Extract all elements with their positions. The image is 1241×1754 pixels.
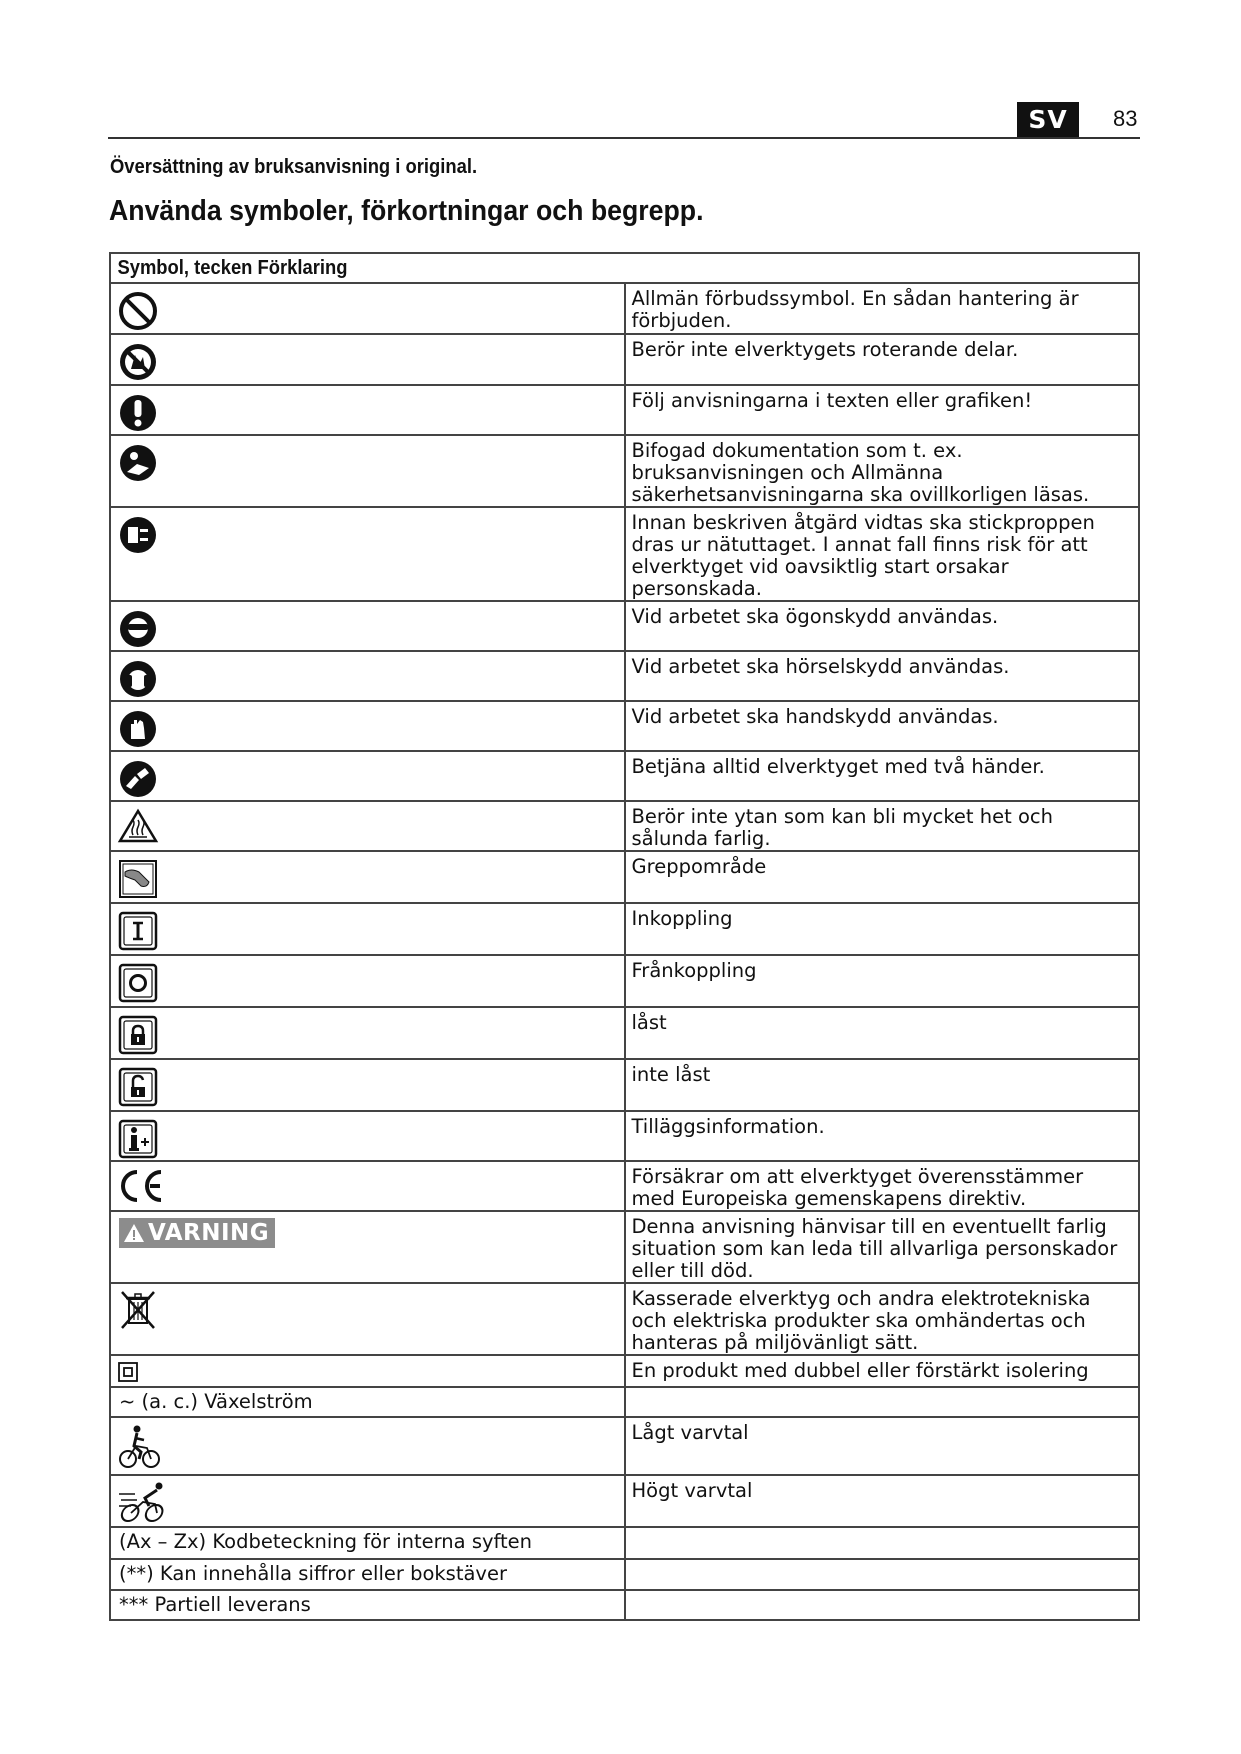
row-description: Vid arbetet ska ögonskydd användas.	[631, 605, 999, 628]
two-hands-icon	[117, 758, 159, 800]
info-icon	[117, 1118, 159, 1160]
table-row	[110, 903, 1139, 955]
row-description: Allmän förbudssymbol. En sådan hantering är förbjuden.	[631, 287, 1079, 332]
abbreviation-text: (**) Kan innehålla siffror eller bokstäver	[119, 1562, 507, 1585]
locked-icon	[117, 1014, 159, 1056]
read-manual-icon	[117, 442, 159, 484]
row-description: Vid arbetet ska hörselskydd användas.	[631, 655, 1010, 678]
row-description: Följ anvisningarna i texten eller grafiken!	[631, 389, 1033, 412]
grip-area-icon	[117, 858, 159, 900]
weee-bin-icon	[117, 1288, 159, 1330]
high-speed-icon	[117, 1480, 173, 1524]
table-row	[110, 435, 1139, 507]
row-description: Försäkrar om att elverktyget överensstämmer med Europeiska gemenskapens direktiv.	[631, 1165, 1084, 1210]
row-description: Bifogad dokumentation som t. ex. bruksanvisningen och Allmänna säkerhetsanvisningarna ska ovillkorligen läsas.	[631, 439, 1090, 506]
exclamation-icon	[117, 392, 159, 434]
prohibition-icon	[117, 290, 159, 332]
table-header-text: Symbol, tecken Förklaring	[117, 257, 348, 279]
row-description: Greppområde	[631, 855, 767, 878]
table-row	[110, 601, 1139, 651]
table-row	[110, 851, 1139, 903]
document-subtitle: Översättning av bruksanvisning i original.	[110, 156, 478, 178]
unlocked-icon	[117, 1066, 159, 1108]
row-description: Berör inte ytan som kan bli mycket het och sålunda farlig.	[631, 805, 1053, 850]
table-row	[110, 1211, 1139, 1283]
abbreviation-text: *** Partiell leverans	[119, 1593, 311, 1616]
table-row	[110, 283, 1139, 334]
ce-mark-icon	[117, 1168, 167, 1204]
table-row	[110, 1475, 1139, 1527]
unplug-icon	[117, 514, 159, 556]
table-row	[110, 955, 1139, 1007]
table-row	[110, 334, 1139, 385]
table-row	[110, 1283, 1139, 1355]
table-header-row	[110, 253, 1139, 283]
abbreviation-text: (Ax – Zx) Kodbeteckning för interna syften	[119, 1530, 533, 1553]
switch-on-icon	[117, 910, 159, 952]
table-header-cell	[110, 253, 1139, 283]
row-description	[632, 1388, 1139, 1392]
row-description: Frånkoppling	[631, 959, 757, 982]
table-row	[110, 1559, 1139, 1590]
table-row	[110, 651, 1139, 701]
row-description: Betjäna alltid elverktyget med två händer.	[631, 755, 1045, 778]
row-description: Inkoppling	[631, 907, 733, 930]
row-description: Kasserade elverktyg och andra elektrotekniska och elektriska produkter ska omhändertas och hanteras på miljövänligt sätt.	[631, 1287, 1091, 1354]
hearing-protection-icon	[117, 658, 159, 700]
table-row	[110, 1387, 1139, 1417]
eye-protection-icon	[117, 608, 159, 650]
ac-symbol-text: ~ (a. c.) Växelström	[119, 1390, 313, 1413]
low-speed-icon	[117, 1424, 163, 1470]
table-row	[110, 507, 1139, 601]
page-number: 83	[1113, 106, 1138, 131]
hand-protection-icon	[117, 708, 159, 750]
table-row	[110, 1111, 1139, 1161]
table-row	[110, 1059, 1139, 1111]
header-rule	[108, 137, 1140, 139]
row-description: Vid arbetet ska handskydd användas.	[631, 705, 999, 728]
double-insulation-icon	[117, 1361, 139, 1383]
row-description: Innan beskriven åtgärd vidtas ska stickproppen dras ur nätuttaget. I annat fall finns risk för att elverktyget vid oavsiktlig start orsakar personskada.	[631, 511, 1095, 600]
row-description: Högt varvtal	[631, 1479, 753, 1502]
warning-label	[119, 1218, 275, 1248]
row-description: Berör inte elverktygets roterande delar.	[631, 338, 1019, 361]
table-row	[110, 385, 1139, 435]
warning-triangle-icon	[123, 1223, 145, 1243]
table-row	[110, 1527, 1139, 1559]
table-row	[110, 1007, 1139, 1059]
hot-surface-icon	[117, 808, 159, 844]
table-row	[110, 1417, 1139, 1475]
row-description: Denna anvisning hänvisar till en eventuellt farlig situation som kan leda till allvarliga personskador eller till död.	[631, 1215, 1118, 1282]
table-row	[110, 1355, 1139, 1387]
row-description: En produkt med dubbel eller förstärkt isolering	[631, 1359, 1089, 1382]
symbols-table	[109, 252, 1140, 1621]
row-description: Lågt varvtal	[631, 1421, 749, 1444]
row-description: låst	[631, 1011, 667, 1034]
table-row	[110, 1590, 1139, 1620]
row-description: inte låst	[631, 1063, 711, 1086]
row-description: Tilläggsinformation.	[631, 1115, 825, 1138]
page-title: Använda symboler, förkortningar och begrepp.	[109, 195, 704, 227]
table-row	[110, 1161, 1139, 1211]
switch-off-icon	[117, 962, 159, 1004]
table-row	[110, 701, 1139, 751]
language-tab: SV	[1017, 102, 1079, 137]
no-touch-rotating-icon	[117, 341, 159, 383]
warning-label-text: VARNING	[148, 1220, 270, 1246]
table-row	[110, 801, 1139, 851]
table-row	[110, 751, 1139, 801]
